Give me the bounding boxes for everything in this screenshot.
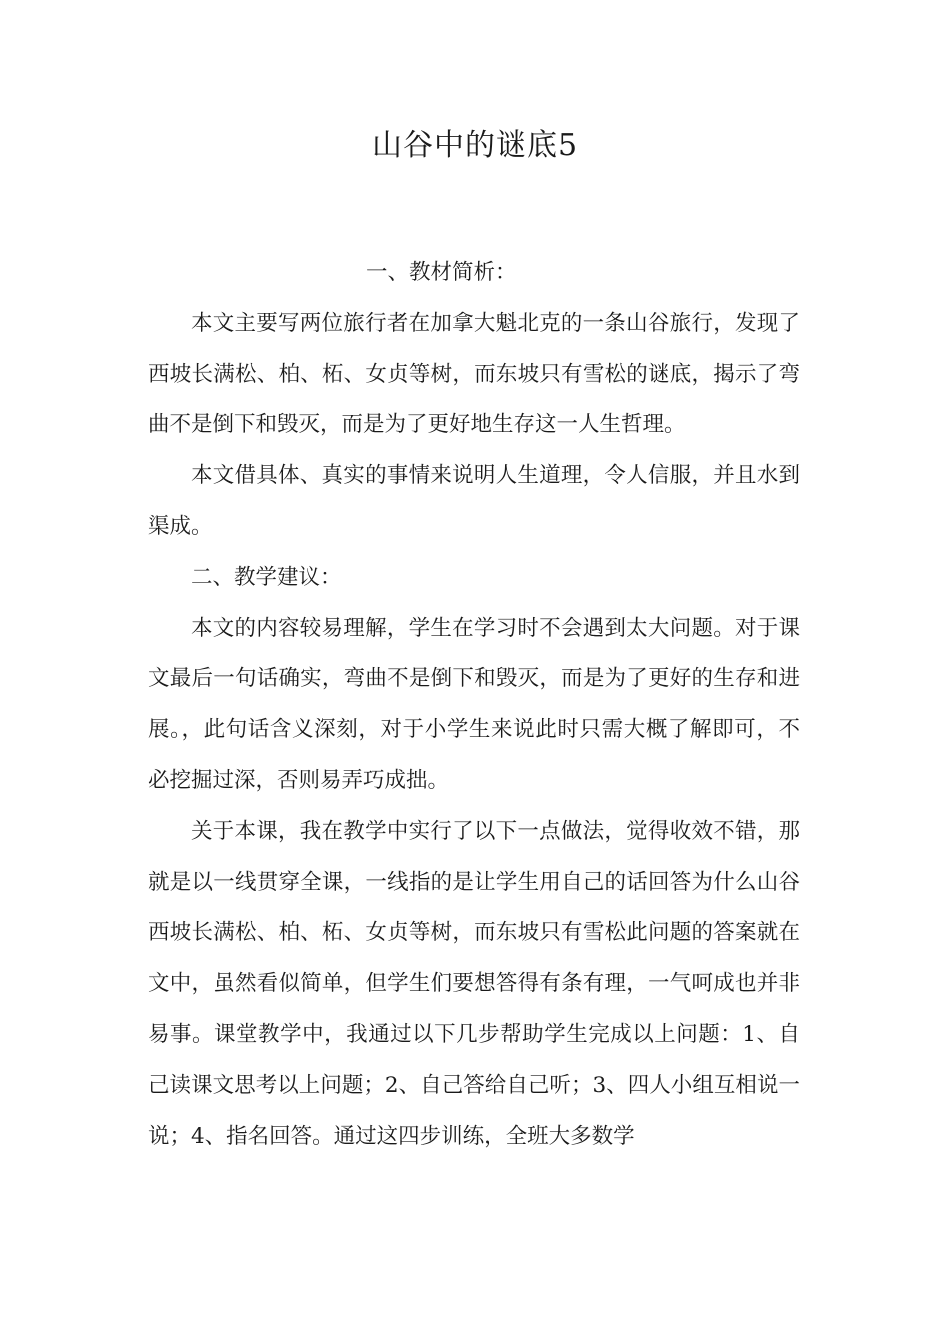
document-title: 山谷中的谜底5	[371, 128, 579, 163]
paragraph-summary: 本文主要写两位旅行者在加拿大魁北克的一条山谷旅行，发现了西坡长满松、柏、柘、女贞等树，而东坡只有雪松的谜底，揭示了弯曲不是倒下和毁灭，而是为了更好地生存这一人生哲理。	[148, 310, 800, 438]
section-heading-textbook-analysis: 一、教材简析：	[366, 260, 517, 285]
paragraph-persuasion: 本文借具体、真实的事情来说明人生道理，令人信服，并且水到渠成。	[148, 463, 800, 539]
section-heading-teaching-suggestions: 二、教学建议：	[191, 564, 342, 590]
paragraph-teaching-method: 关于本课，我在教学中实行了以下一点做法，觉得收效不错，那就是以一线贯穿全课，一线指的是让学生用自己的话回答为什么山谷西坡长满松、柏、柘、女贞等树，而东坡只有雪松此问题的答案就在文中，虽然看似简单，但学生们要想答得有条有理，一气呵成也并非易事。课堂教学中，我通过以下几步帮助学生完成以上问题：1、自己读课文思考以上问题；2、自己答给自己听；3、四人小组互相说一说；4、指名回答。通过这四步训练，全班大多数学	[148, 818, 800, 1149]
paragraph-comprehension: 本文的内容较易理解，学生在学习时不会遇到太大问题。对于课文最后一句话确实，弯曲不是倒下和毁灭，而是为了更好的生存和进展。，此句话含义深刻，对于小学生来说此时只需大概了解即可，不必挖掘过深，否则易弄巧成拙。	[148, 615, 800, 793]
document-body	[148, 248, 800, 1162]
